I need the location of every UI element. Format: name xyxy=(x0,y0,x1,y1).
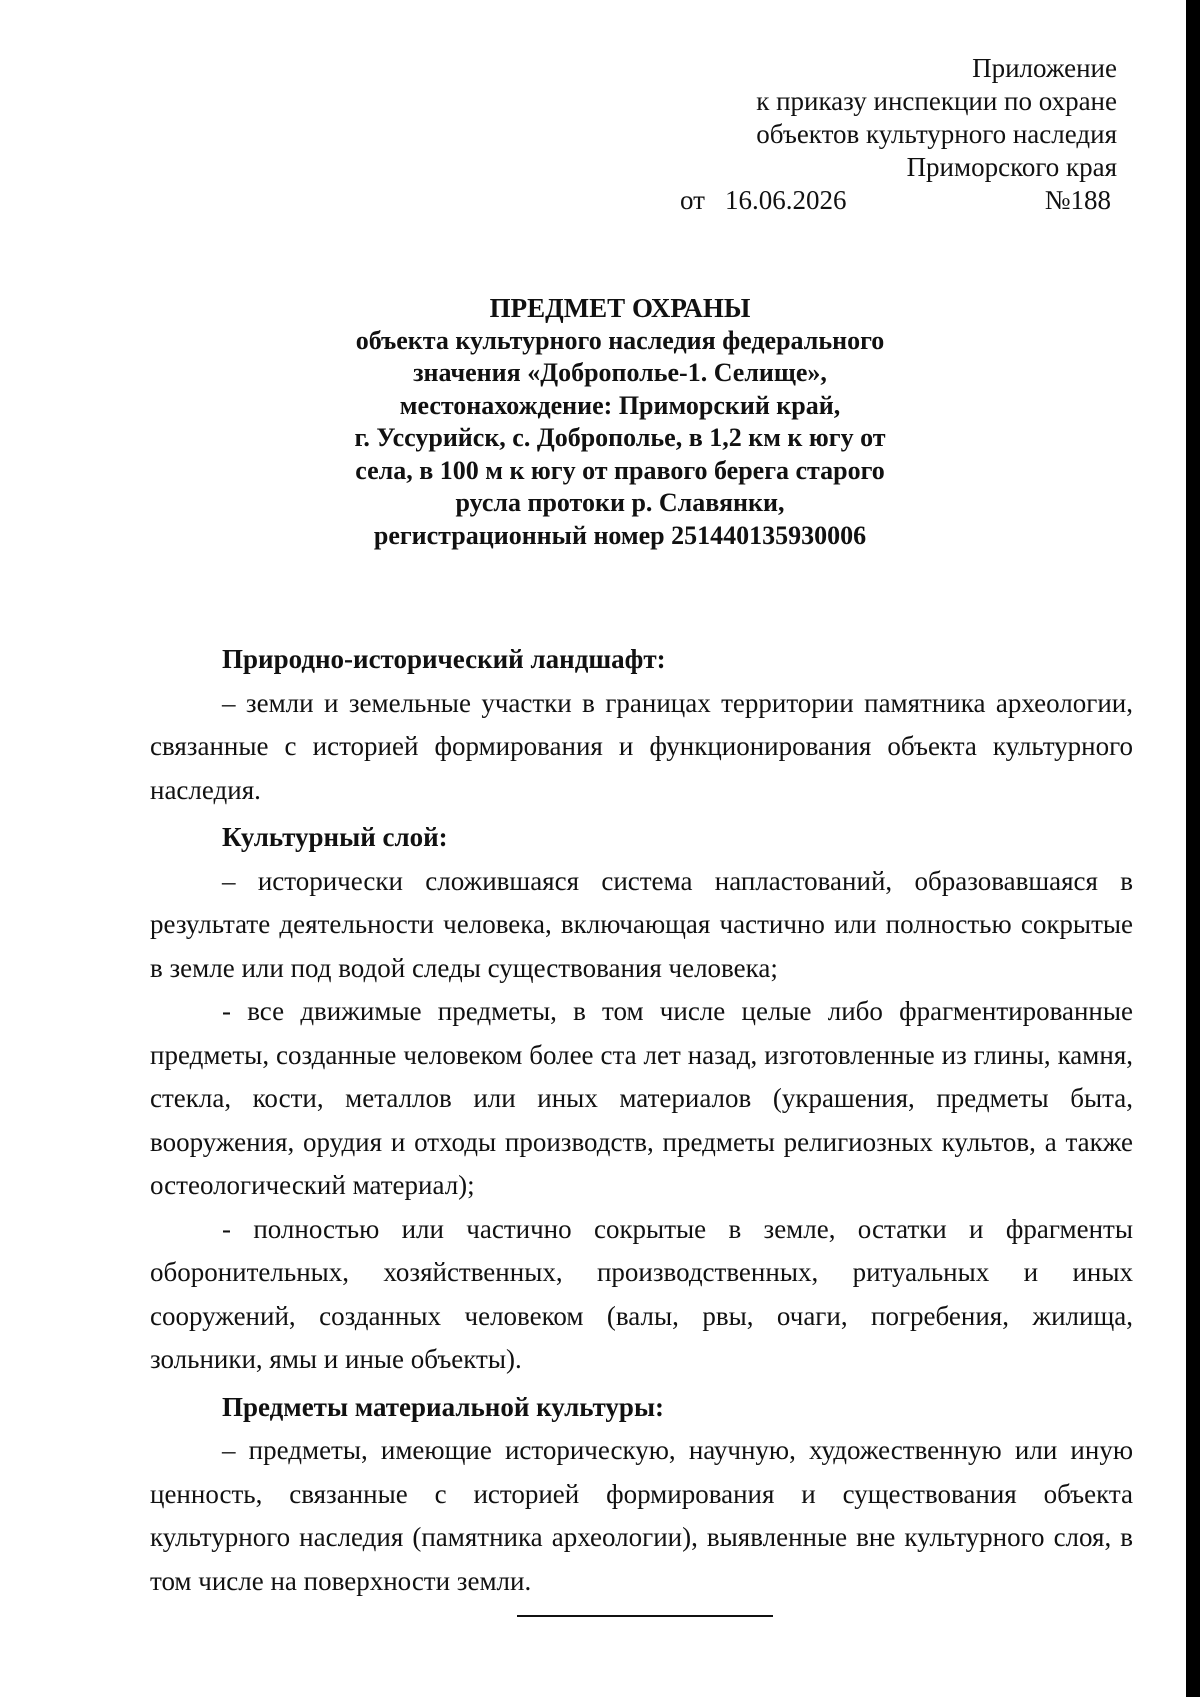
title-line-6: села, в 100 м к югу от правого берега старого xyxy=(355,455,885,485)
document-body xyxy=(150,638,1133,1603)
document-title: ПРЕДМЕТ ОХРАНЫ xyxy=(489,293,751,323)
order-date: 16.06.2026 xyxy=(725,185,847,215)
title-line-8: регистрационный номер 251440135930006 xyxy=(373,520,867,550)
title-line-3: значения «Доброполье-1. Селище», xyxy=(413,358,827,387)
title-line-2: объекта культурного наследия федерального xyxy=(355,325,885,355)
section-heading-landscape: Природно-исторический ландшафт: xyxy=(222,644,666,674)
title-line-7: русла протоки р. Славянки, xyxy=(455,488,785,517)
section-item: – исторически сложившаяся система напластований, образовавшаяся в результате деятельности человека, включающая частично или полностью сокрытые в земле или под водой следы существования человека; xyxy=(150,865,1133,983)
end-divider-line xyxy=(517,1615,773,1617)
appendix-line-4: Приморского края xyxy=(906,152,1117,182)
section-heading-cultural-layer: Культурный слой: xyxy=(222,822,448,852)
order-date-row xyxy=(557,184,1117,217)
from-label: от xyxy=(680,185,705,215)
section-item: - все движимые предметы, в том числе целые либо фрагментированные предметы, созданные человеком более ста лет назад, изготовленные из глины, камня, стекла, кости, металлов или иных материалов (украшения, предметы быта, вооружения, орудия и отходы производств, предметы религиозных культов, а также остеологический материал); xyxy=(150,996,1133,1200)
section-item: – земли и земельные участки в границах территории памятника археологии, связанные с историей формирования и функционирования объекта культурного наследия. xyxy=(150,687,1133,805)
title-line-4: местонахождение: Приморский край, xyxy=(399,390,841,420)
appendix-line-2: к приказу инспекции по охране xyxy=(756,86,1117,116)
appendix-header xyxy=(557,52,1117,217)
section-heading-material-culture: Предметы материальной культуры: xyxy=(222,1391,665,1422)
section-item: - полностью или частично сокрытые в земле, остатки и фрагменты оборонительных, хозяйственных, производственных, ритуальных и иных сооружений, созданных человеком (валы, рвы, очаги, погребения, жилища, зольники, ямы и иные объекты). xyxy=(150,1213,1133,1374)
order-number: №188 xyxy=(1044,185,1111,215)
title-line-5: г. Уссурийск, с. Доброполье, в 1,2 км к югу от xyxy=(354,423,886,452)
scan-edge-border xyxy=(1186,0,1200,1697)
section-item: – предметы, имеющие историческую, научную, художественную или иную ценность, связанные с историей формирования и существования объекта культурного наследия (памятника археологии), выявленные вне культурного слоя, в том числе на поверхности земли. xyxy=(150,1435,1133,1596)
document-title-block xyxy=(200,292,1040,552)
appendix-line-1: Приложение xyxy=(972,53,1117,83)
appendix-line-3: объектов культурного наследия xyxy=(756,119,1117,149)
